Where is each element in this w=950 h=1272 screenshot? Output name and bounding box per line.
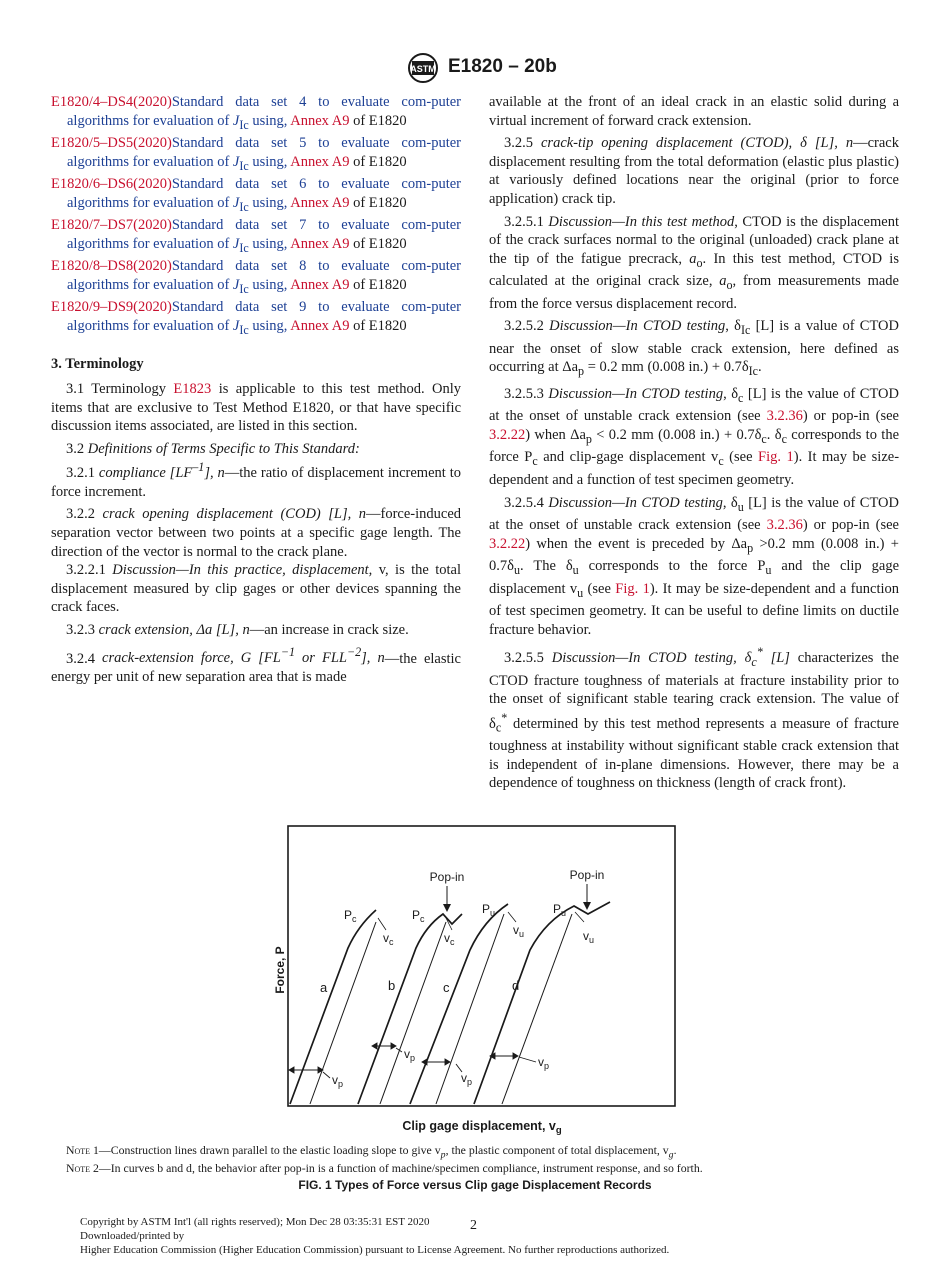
curve-c-force-label: $P_u$ <box>482 902 496 918</box>
reference-suffix: of E1820 <box>349 235 407 252</box>
para-3-2-5-1: 3.2.5.1 Discussion—In this test method, CTOD is the displacement of the crack surfaces normal to the original (unloaded) crack plane at the tip of the fatigue precrack, $a_o$. In this test method, CTOD is calculated at the original crack size, $a_o$, from measurements made from the force versus displacement record. <box>489 213 899 312</box>
reference-title-cont[interactable]: using, <box>248 276 291 293</box>
reference-title-cont[interactable]: using, <box>248 235 291 252</box>
reference-item <box>51 216 461 257</box>
curve-d-v-leader <box>575 912 584 922</box>
annex-link[interactable]: Annex A9 <box>290 112 350 129</box>
reference-suffix: of E1820 <box>349 317 407 334</box>
y-axis-label: Force, P <box>273 946 287 994</box>
vp-marker-c <box>422 1059 462 1072</box>
reference-suffix: of E1820 <box>349 153 407 170</box>
reference-title[interactable]: Standard data set 7 to evaluate com-puter algorithms for evaluation of <box>67 217 461 252</box>
reference-title[interactable]: Standard data set 8 to evaluate com-puter algorithms for evaluation of <box>67 258 461 293</box>
reference-title[interactable]: Standard data set 6 to evaluate com-puter algorithms for evaluation of <box>67 176 461 211</box>
reference-item <box>51 134 461 175</box>
section-heading: 3. Terminology <box>51 356 144 373</box>
vp-label-a: $v_p$ <box>332 1073 344 1089</box>
curve-b-v-label: $v_c$ <box>444 931 455 947</box>
page-header <box>0 52 950 86</box>
astm-logo <box>403 52 443 84</box>
popin-label-d: Pop-in <box>569 868 605 882</box>
link-3-2-36[interactable]: 3.2.36 <box>766 517 803 533</box>
reference-code[interactable]: E1820/6–DS6(2020) <box>51 176 172 193</box>
footer-copyright: Copyright by ASTM Int'l (all rights reserved); Mon Dec 28 03:35:31 EST 2020 <box>80 1216 430 1228</box>
reference-item <box>51 298 461 339</box>
annex-link[interactable]: Annex A9 <box>290 276 350 293</box>
footer-downloaded: Downloaded/printed by <box>80 1230 185 1242</box>
annex-link[interactable]: Annex A9 <box>290 235 350 252</box>
left-column <box>51 93 461 687</box>
para-3-2-2: 3.2.2 crack opening displacement (COD) [L], n—force-induced separation vector between two points at a specific gage length. The direction of the vector is normal to the crack plane. <box>51 506 462 560</box>
para-3-2-5: 3.2.5 crack-tip opening displacement (CTOD), δ [L], n—crack displacement resulting from the total deformation (elastic plus plastic) at variously defined locations near the original (prior to force application) crack tip. <box>489 135 899 207</box>
vp-marker-d <box>490 1053 536 1062</box>
reference-title-cont[interactable]: using, <box>248 153 291 170</box>
reference-code[interactable]: E1820/9–DS9(2020) <box>51 299 172 316</box>
reference-title[interactable]: Standard data set 5 to evaluate com-puter algorithms for evaluation of <box>67 135 461 170</box>
j-subscript: Ic <box>239 117 249 132</box>
annex-link[interactable]: Annex A9 <box>290 317 350 334</box>
vp-label-c: $v_p$ <box>461 1071 473 1087</box>
para-continued: available at the front of an ideal crack in an elastic solid during a virtual increment of forward crack extension. <box>489 94 899 129</box>
designation: E1820 – 20b <box>448 56 557 77</box>
curve-c-v-leader <box>508 912 516 922</box>
popin-arrowhead-d <box>583 902 591 910</box>
j-symbol: J <box>232 276 240 293</box>
figure-caption: FIG. 1 Types of Force versus Clip gage Displacement Records <box>298 1178 652 1192</box>
figure-note-1: Note 1—Construction lines drawn parallel to the elastic loading slope to give $v_p$, the plastic component of total displacement, $v_g$. <box>66 1143 677 1161</box>
link-3-2-36[interactable]: 3.2.36 <box>766 408 803 425</box>
svg-text:ASTM: ASTM <box>410 64 436 74</box>
reference-title-cont[interactable]: using, <box>248 112 291 129</box>
para-3-1: 3.1 Terminology E1823 is applicable to this test method. Only items that are exclusive to Test Method E1820, or that have specific discussion items associated, are listed in this section. <box>51 381 462 435</box>
annex-link[interactable]: Annex A9 <box>290 153 350 170</box>
para-3-2-1: 3.2.1 compliance $[LF^{-1}]$, n—the ratio of displacement increment to force increment. <box>51 460 461 500</box>
link-e1823[interactable]: E1823 <box>173 381 212 398</box>
reference-code[interactable]: E1820/8–DS8(2020) <box>51 258 172 275</box>
vp-label-d: $v_p$ <box>538 1055 550 1071</box>
reference-item <box>51 93 461 134</box>
j-symbol: J <box>232 235 240 252</box>
reference-title[interactable]: Standard data set 4 to evaluate com-puter algorithms for evaluation of <box>67 94 461 129</box>
link-3-2-22[interactable]: 3.2.22 <box>489 426 526 443</box>
annex-link[interactable]: Annex A9 <box>290 194 350 211</box>
para-3-2-5-5: 3.2.5.5 Discussion—In CTOD testing, $\delta_c^*$ [L] characterizes the CTOD fracture toughness of materials at fracture instability prior to the onset of significant stable tearing crack extension. The value of $\delta_c^*$ determined by this test method represents a measure of fracture toughness at instability without significant stable crack extension that is independent of in-plane dimensions. However, there may be a dependence of toughness on thickness (length of crack front). <box>489 645 899 792</box>
j-symbol: J <box>232 194 240 211</box>
para-3-2-5-2: 3.2.5.2 Discussion—In CTOD testing, $\delta_{Ic}$ [L] is a value of CTOD near the onset of slow stable crack extension, here defined as occurring at $\Delta a_p = 0.2$ mm (0.008 $in.) + 0.7\delta_{Ic}$. <box>489 318 900 379</box>
popin-label-b: Pop-in <box>429 870 465 884</box>
reference-suffix: of E1820 <box>349 112 407 129</box>
curve-b-force-label: $P_c$ <box>412 908 425 924</box>
j-subscript: Ic <box>239 281 249 296</box>
para-3-2: 3.2 Definitions of Terms Specific to This Standard: <box>66 440 360 457</box>
x-axis-label: Clip gage displacement, $v_g$ <box>402 1119 562 1136</box>
j-subscript: Ic <box>239 158 249 173</box>
reference-code[interactable]: E1820/4–DS4(2020) <box>51 94 172 110</box>
j-symbol: J <box>232 153 240 170</box>
para-3-2-5-4: 3.2.5.4 Discussion—In CTOD testing, $\delta_u$ [L] is the value of CTOD at the onset of unstable crack extension (see 3.2.36) or pop-in (see 3.2.22) when the event is preceded by $\Delta a_p >0.2$ mm (0.008 $in.) + 0.7\delta_u$. The $\delta_u$ corresponds to the force $P_u$ and the clip gage displacement $v_u$ (see Fig. 1). It may be size-dependent and a function of test specimen geometry. It can be useful to define limits on ductile fracture behavior. <box>489 494 900 638</box>
curve-c-letter: c <box>443 980 450 995</box>
footer-license: Higher Education Commission (Higher Education Commission) pursuant to License Agreement. No further reproductions authorized. <box>80 1244 670 1256</box>
curve-d-letter: d <box>512 978 520 993</box>
reference-code[interactable]: E1820/7–DS7(2020) <box>51 217 172 234</box>
para-3-2-4: 3.2.4 crack-extension force, G [$FL^{-1}$ or $FLL^{-2}$], n—the elastic energy per unit of new separation area that is made <box>51 645 461 686</box>
figure-note-2: Note 2—In curves b and d, the behavior after pop-in is a function of machine/specimen compliance, instrument response, and so forth. <box>66 1161 703 1175</box>
reference-suffix: of E1820 <box>349 276 407 293</box>
curve-a-force-label: $P_c$ <box>344 908 357 924</box>
reference-title-cont[interactable]: using, <box>248 317 291 334</box>
j-subscript: Ic <box>239 322 249 337</box>
referenced-documents <box>51 93 461 339</box>
reference-code[interactable]: E1820/5–DS5(2020) <box>51 135 172 152</box>
reference-suffix: of E1820 <box>349 194 407 211</box>
curve-d <box>474 902 610 1104</box>
curve-a-letter: a <box>320 980 328 995</box>
j-symbol: J <box>232 317 240 334</box>
figure-1 <box>240 822 710 1142</box>
j-symbol: J <box>232 112 240 129</box>
j-subscript: Ic <box>239 199 249 214</box>
reference-title[interactable]: Standard data set 9 to evaluate com-puter algorithms for evaluation of <box>67 299 461 334</box>
link-fig-1[interactable]: Fig. 1 <box>615 580 650 597</box>
figure-frame <box>288 826 675 1106</box>
reference-item <box>51 175 461 216</box>
curve-d-v-label: $v_u$ <box>583 929 595 945</box>
curve-c-v-label: $v_u$ <box>513 923 525 939</box>
para-3-2-2-1: 3.2.2.1 Discussion—In this practice, displacement, v, is the total displacement measured by clip gages or other devices spanning the crack faces. <box>51 562 461 616</box>
reference-title-cont[interactable]: using, <box>248 194 291 211</box>
page-number: 2 <box>470 1218 477 1233</box>
reference-item <box>51 257 461 298</box>
vp-label-b: $v_p$ <box>404 1047 416 1063</box>
vp-marker-a <box>289 1067 330 1078</box>
para-3-2-3: 3.2.3 crack extension, Δa [L], n—an increase in crack size. <box>66 622 409 639</box>
j-subscript: Ic <box>239 240 249 255</box>
right-column <box>489 93 899 793</box>
link-fig-1[interactable]: Fig. 1 <box>758 449 794 466</box>
curve-d-force-label: $P_u$ <box>553 902 567 918</box>
vp-marker-b <box>372 1043 402 1052</box>
curve-a-v-leader <box>378 918 386 930</box>
curve-b-letter: b <box>388 978 396 993</box>
para-3-2-5-3: 3.2.5.3 Discussion—In CTOD testing, $\delta_c$ [L] is the value of CTOD at the onset of unstable crack extension (see 3.2.36) or pop-in (see 3.2.22) when $\Delta a_p < 0.2$ mm (0.008 $in.) + 0.7\delta_c$. $\delta_c$ corresponds to the force $P_c$ and clip-gage displacement $v_c$ (see Fig. 1). It may be size-dependent and a function of test specimen geometry. <box>489 385 900 488</box>
curve-a-v-label: $v_c$ <box>383 931 394 947</box>
popin-arrowhead-b <box>443 904 451 912</box>
link-3-2-22[interactable]: 3.2.22 <box>489 535 526 552</box>
